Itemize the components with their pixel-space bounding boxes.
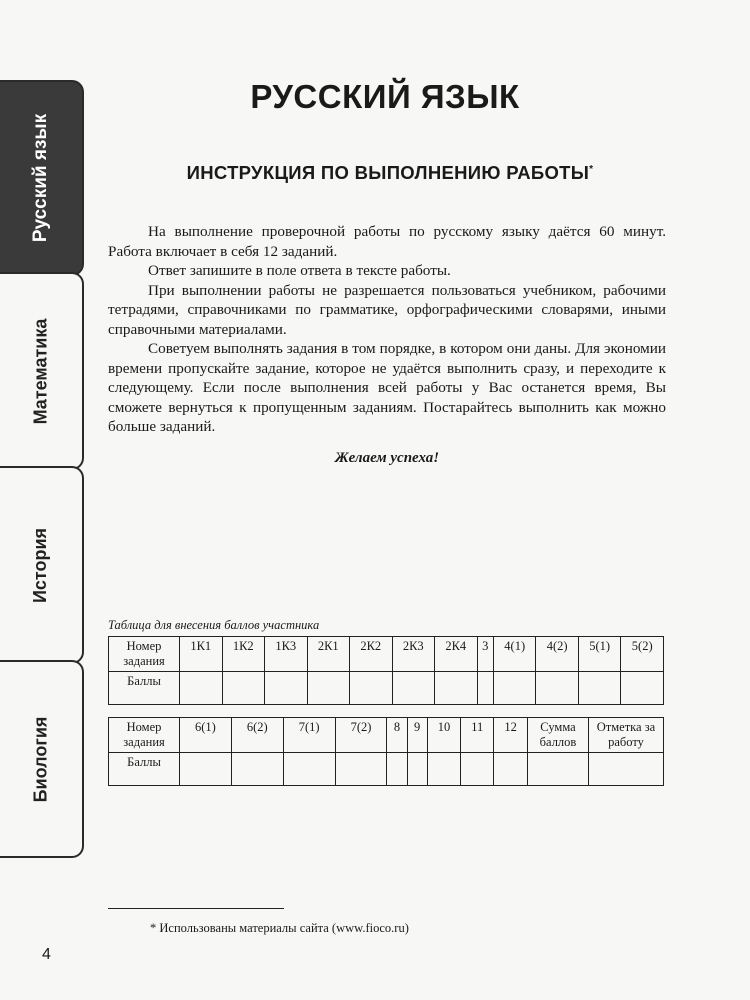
score-input-cell[interactable] bbox=[265, 672, 308, 705]
table-caption: Таблица для внесения баллов участника bbox=[108, 618, 320, 632]
task-number-cell: 11 bbox=[461, 718, 494, 753]
score-input-cell[interactable] bbox=[387, 753, 407, 786]
instruction-paragraph: На выполнение проверочной работы по русскому языку даётся 60 минут. Работа включает в себя 12 заданий. bbox=[108, 223, 666, 260]
score-input-cell[interactable] bbox=[621, 672, 664, 705]
instruction-paragraph: При выполнении работы не разрешается пользоваться учебником, рабочими тетрадями, справочниками по грамматике, орфографическими словарями, иными справочными материалами. bbox=[108, 281, 666, 338]
table-row bbox=[109, 753, 664, 786]
score-input-cell[interactable] bbox=[493, 672, 535, 705]
tab-russian[interactable] bbox=[0, 80, 84, 276]
table-row bbox=[109, 637, 664, 672]
task-number-cell: 9 bbox=[407, 718, 427, 753]
grade-header: Отметка за работу bbox=[589, 718, 664, 753]
grade-cell[interactable] bbox=[589, 753, 664, 786]
score-label-cell: Баллы bbox=[109, 672, 180, 705]
scores-table-2 bbox=[108, 717, 664, 786]
score-input-cell[interactable] bbox=[222, 672, 265, 705]
task-number-cell: 2К1 bbox=[307, 637, 350, 672]
tab-math-label: Математика bbox=[30, 318, 51, 424]
score-input-cell[interactable] bbox=[461, 753, 494, 786]
score-input-cell[interactable] bbox=[283, 753, 335, 786]
task-number-cell: 8 bbox=[387, 718, 407, 753]
footnote-divider bbox=[108, 908, 284, 909]
instructions-heading-text: ИНСТРУКЦИЯ ПО ВЫПОЛНЕНИЮ РАБОТЫ bbox=[186, 162, 590, 183]
task-number-cell: 5(2) bbox=[621, 637, 664, 672]
page-title: РУССКИЙ ЯЗЫК bbox=[250, 78, 520, 115]
tab-biology-label: Биология bbox=[30, 716, 51, 802]
tab-biology[interactable] bbox=[0, 660, 84, 858]
footnote-marker: * bbox=[589, 163, 594, 175]
score-input-cell[interactable] bbox=[335, 753, 387, 786]
tab-math[interactable] bbox=[0, 272, 84, 470]
score-input-cell[interactable] bbox=[180, 672, 223, 705]
task-number-cell: 4(2) bbox=[536, 637, 578, 672]
task-number-cell: 2К2 bbox=[350, 637, 393, 672]
task-number-cell: 7(2) bbox=[335, 718, 387, 753]
task-number-cell: 2К3 bbox=[392, 637, 435, 672]
table-row bbox=[109, 718, 664, 753]
score-input-cell[interactable] bbox=[180, 753, 232, 786]
scores-table-1 bbox=[108, 636, 664, 705]
good-luck-text: Желаем успеха! bbox=[334, 450, 440, 466]
instruction-paragraph: Ответ запишите в поле ответа в тексте работы. bbox=[148, 262, 451, 279]
instruction-paragraph: Советуем выполнять задания в том порядке, в котором они даны. Для экономии времени пропускайте задание, которое не удаётся выполнить сразу, и переходите к следующему. Если после выполнения всей работы у Вас останется время, Вы сможете вернуться к пропущенным заданиям. Постарайтесь выполнить как можно больше заданий. bbox=[108, 340, 666, 435]
task-number-cell: 3 bbox=[477, 637, 493, 672]
task-number-cell: 10 bbox=[427, 718, 461, 753]
task-number-cell: 6(1) bbox=[180, 718, 232, 753]
task-number-cell: 7(1) bbox=[283, 718, 335, 753]
tab-russian-label: Русский язык bbox=[30, 113, 52, 243]
task-number-cell: 2К4 bbox=[435, 637, 478, 672]
score-input-cell[interactable] bbox=[307, 672, 350, 705]
score-input-cell[interactable] bbox=[392, 672, 435, 705]
score-input-cell[interactable] bbox=[435, 672, 478, 705]
row-header-cell: Номер задания bbox=[109, 718, 180, 753]
task-number-cell: 6(2) bbox=[231, 718, 283, 753]
score-input-cell[interactable] bbox=[477, 672, 493, 705]
score-input-cell[interactable] bbox=[350, 672, 393, 705]
task-number-cell: 5(1) bbox=[578, 637, 620, 672]
score-input-cell[interactable] bbox=[231, 753, 283, 786]
score-input-cell[interactable] bbox=[427, 753, 461, 786]
total-score-cell[interactable] bbox=[528, 753, 589, 786]
task-number-cell: 1К1 bbox=[180, 637, 223, 672]
score-input-cell[interactable] bbox=[578, 672, 620, 705]
instructions-body bbox=[108, 222, 666, 437]
score-input-cell[interactable] bbox=[494, 753, 528, 786]
instructions-heading bbox=[120, 162, 660, 184]
task-number-cell: 1К2 bbox=[222, 637, 265, 672]
task-number-cell: 1К3 bbox=[265, 637, 308, 672]
row-header-cell: Номер задания bbox=[109, 637, 180, 672]
tab-history-label: История bbox=[30, 527, 51, 603]
task-number-cell: 4(1) bbox=[493, 637, 535, 672]
score-input-cell[interactable] bbox=[407, 753, 427, 786]
total-score-header: Сумма баллов bbox=[528, 718, 589, 753]
page-number: 4 bbox=[42, 946, 51, 963]
score-input-cell[interactable] bbox=[536, 672, 578, 705]
task-number-cell: 12 bbox=[494, 718, 528, 753]
footnote: * Использованы материалы сайта (www.fioco.ru) bbox=[150, 921, 409, 935]
score-label-cell: Баллы bbox=[109, 753, 180, 786]
table-row bbox=[109, 672, 664, 705]
tab-history[interactable] bbox=[0, 466, 84, 664]
